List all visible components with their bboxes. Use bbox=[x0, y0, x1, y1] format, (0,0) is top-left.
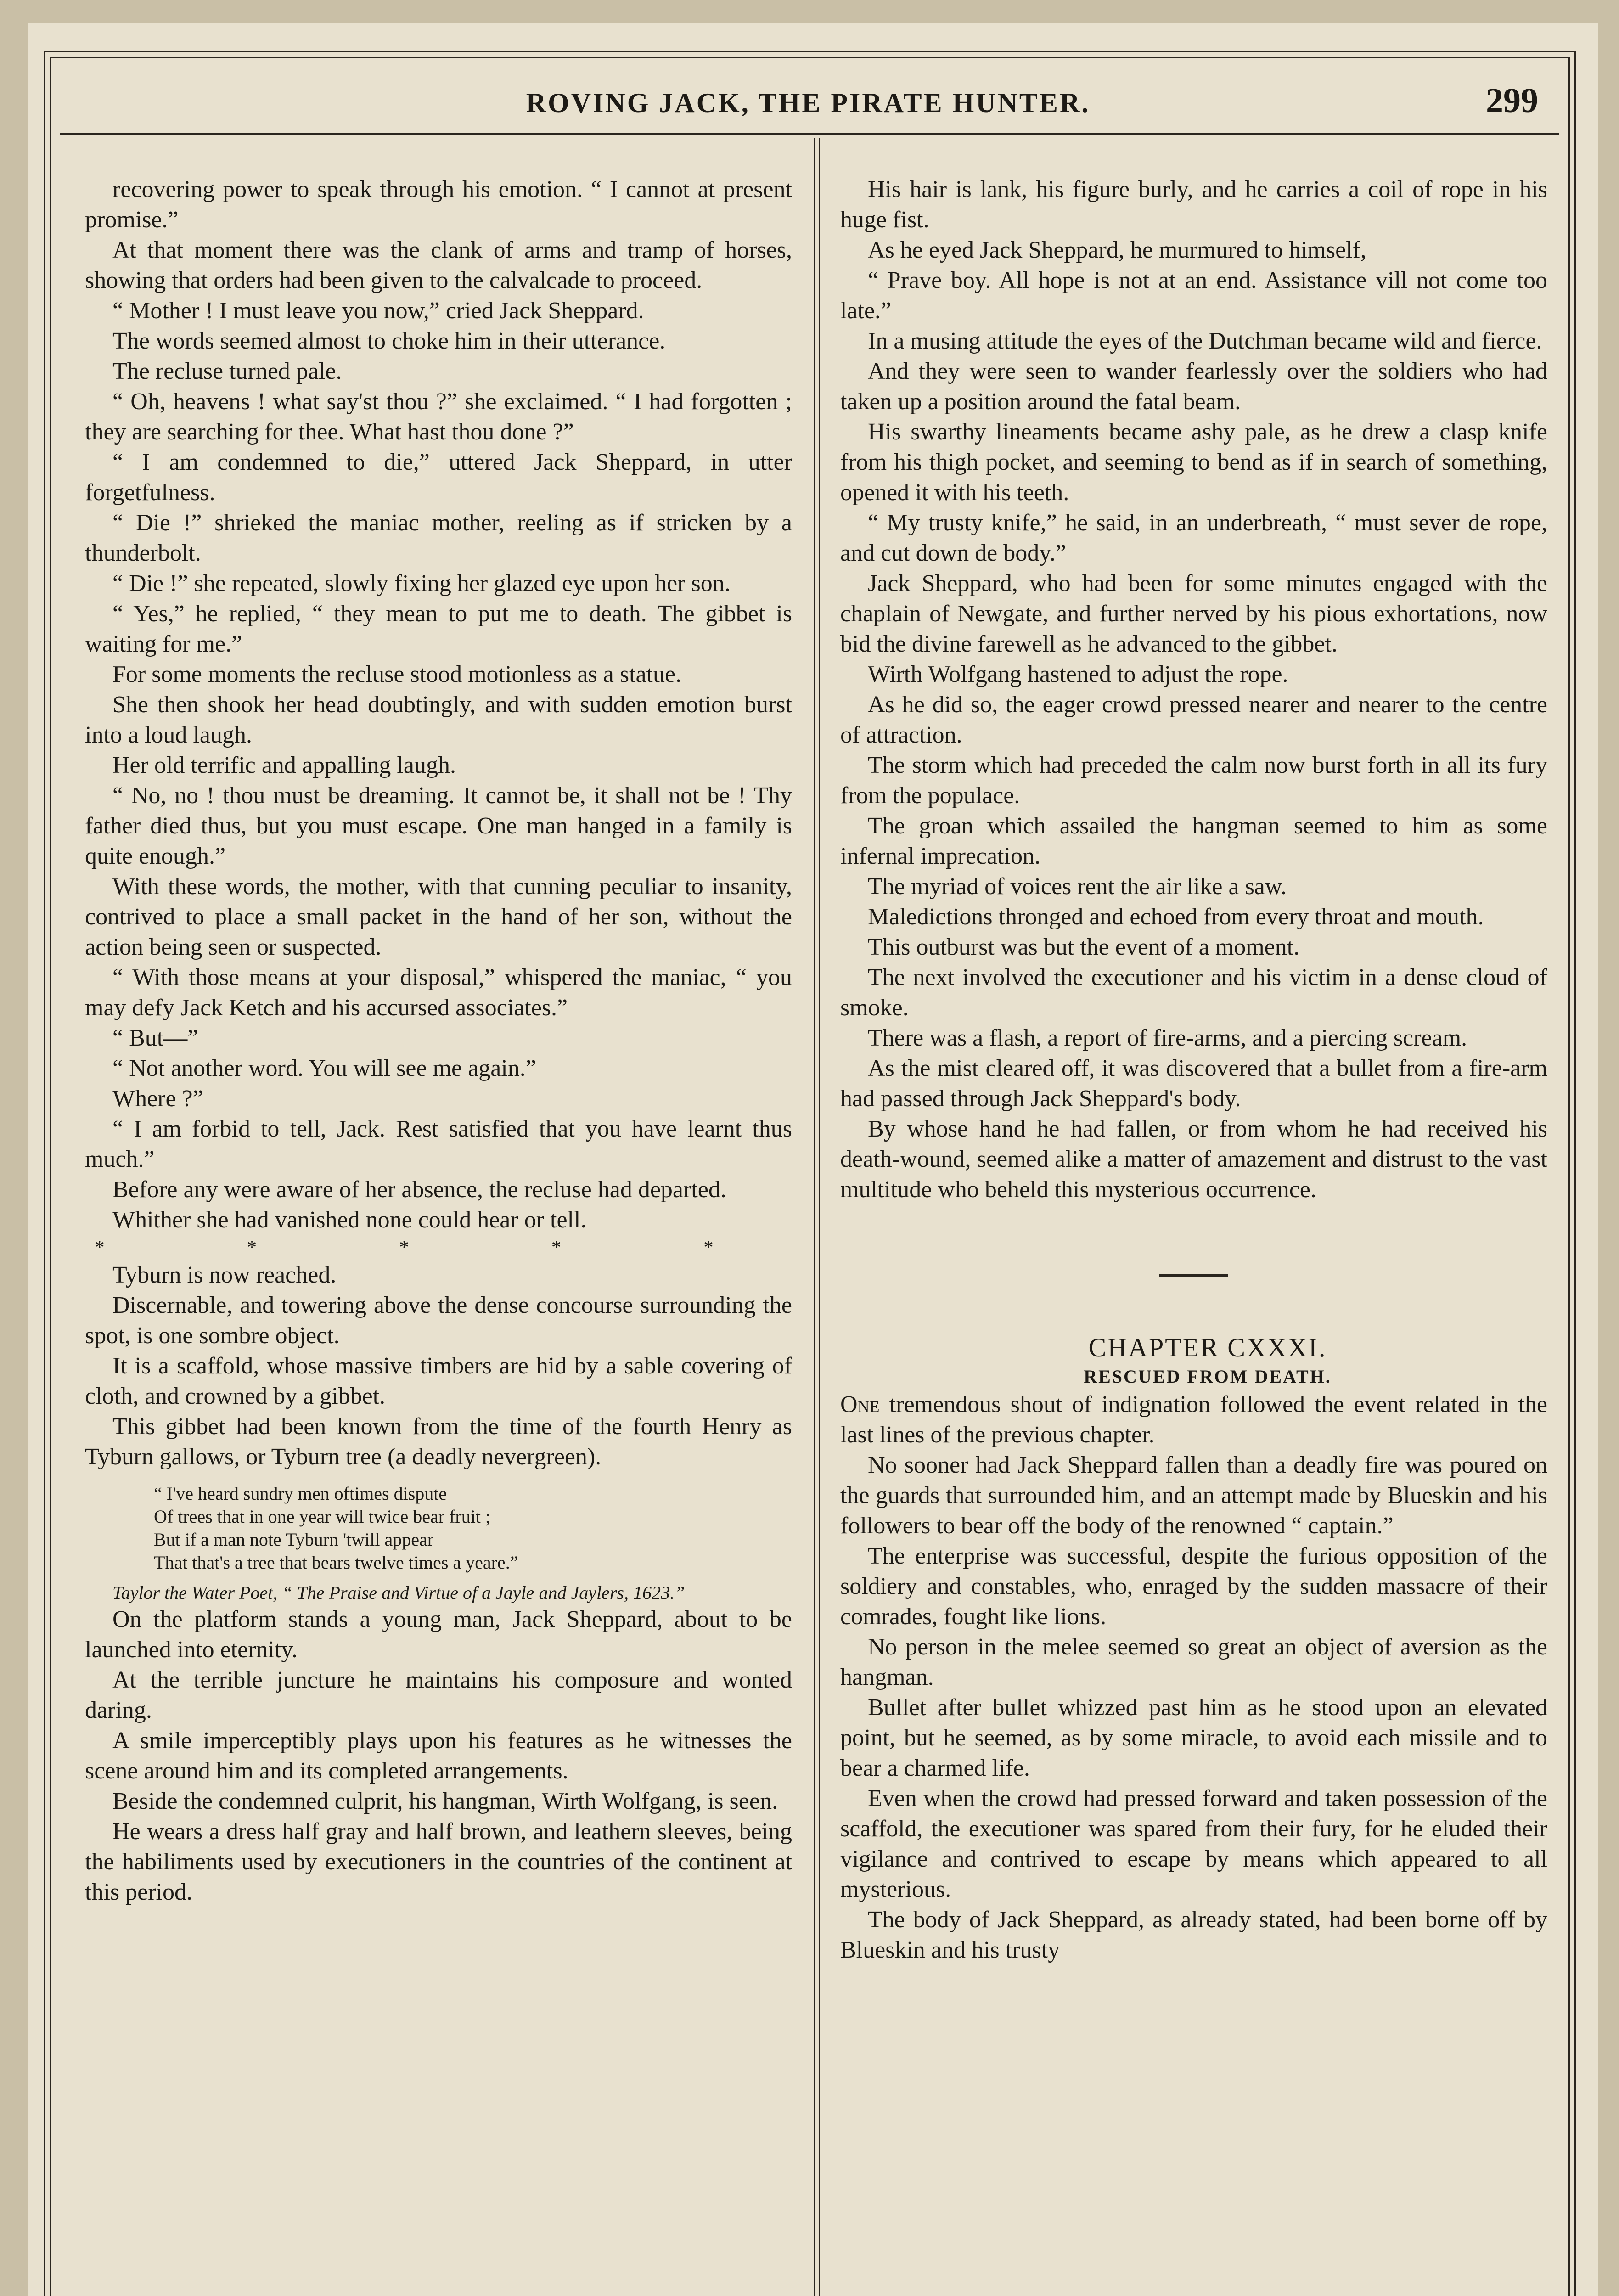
paragraph: There was a flash, a report of fire-arms, and a piercing scream. bbox=[868, 1025, 1467, 1051]
verse-line: “ I've heard sundry men oftimes dispute bbox=[154, 1483, 447, 1504]
paragraph: For some moments the recluse stood motionless as a statue. bbox=[112, 661, 682, 687]
right-column bbox=[840, 174, 1547, 1965]
paragraph: With these words, the mother, with that cunning peculiar to insanity, contrived to place a small packet in the hand of her son, without the action being seen or suspected. bbox=[85, 873, 792, 960]
paragraph: “ Yes,” he replied, “ they mean to put me to death. The gibbet is waiting for me.” bbox=[85, 601, 792, 657]
paragraph: As the mist cleared off, it was discovered that a bullet from a fire-arm had passed through Jack Sheppard's body. bbox=[840, 1055, 1547, 1112]
paragraph: “ But—” bbox=[112, 1025, 198, 1051]
paragraph: “ Die !” she repeated, slowly fixing her glazed eye upon her son. bbox=[112, 570, 731, 597]
paragraph: At that moment there was the clank of arms and tramp of horses, showing that orders had been given to the calvalcade to proceed. bbox=[85, 237, 792, 293]
paragraph: “ Prave boy. All hope is not at an end. Assistance vill not come too late.” bbox=[840, 267, 1547, 324]
verse-quotation bbox=[154, 1482, 792, 1574]
chapter-subtitle: RESCUED FROM DEATH. bbox=[1084, 1366, 1332, 1387]
paragraph: Whither she had vanished none could hear or tell. bbox=[112, 1207, 587, 1233]
header-rule bbox=[60, 133, 1559, 135]
chapter-first-word: One bbox=[840, 1391, 880, 1418]
section-dash bbox=[1159, 1274, 1228, 1277]
left-column bbox=[85, 174, 792, 1908]
paragraph: As he eyed Jack Sheppard, he murmured to himself, bbox=[868, 237, 1366, 263]
column-divider bbox=[814, 138, 820, 2296]
paragraph: The next involved the executioner and his victim in a dense cloud of smoke. bbox=[840, 964, 1547, 1021]
paragraph: Even when the crowd had pressed forward and taken possession of the scaffold, the executioner was spared from their fury, for he eluded their vigilance and contrived to escape by means which appeared to all mysterious. bbox=[840, 1785, 1547, 1902]
paragraph: And they were seen to wander fearlessly over the soldiers who had taken up a position around the fatal beam. bbox=[840, 358, 1547, 415]
paragraph: In a musing attitude the eyes of the Dutchman became wild and fierce. bbox=[868, 328, 1542, 354]
paragraph: No sooner had Jack Sheppard fallen than a deadly fire was poured on the guards that surrounded him, and an attempt made by Blueskin and his followers to bear off the body of the renowned “ captain.” bbox=[840, 1452, 1547, 1539]
paragraph: Bullet after bullet whizzed past him as he stood upon an elevated point, but he seemed, as by some miracle, to avoid each missile and to bear a charmed life. bbox=[840, 1694, 1547, 1781]
paragraph: It is a scaffold, whose massive timbers are hid by a sable covering of cloth, and crowned by a gibbet. bbox=[85, 1353, 792, 1409]
paragraph: “ My trusty knife,” he said, in an underbreath, “ must sever de rope, and cut down de body.” bbox=[840, 510, 1547, 566]
paragraph: Discernable, and towering above the dense concourse surrounding the spot, is one sombre object. bbox=[85, 1292, 792, 1349]
verse-line: Of trees that in one year will twice bear fruit ; bbox=[154, 1506, 491, 1527]
section-break-stars: * * * * * bbox=[95, 1237, 782, 1258]
paragraph: Tyburn is now reached. bbox=[112, 1262, 337, 1288]
paragraph: “ I am condemned to die,” uttered Jack Sheppard, in utter forgetfulness. bbox=[85, 449, 792, 506]
paragraph: Where ?” bbox=[112, 1086, 203, 1112]
paragraph: “ I am forbid to tell, Jack. Rest satisfied that you have learnt thus much.” bbox=[85, 1116, 792, 1172]
paragraph: As he did so, the eager crowd pressed nearer and nearer to the centre of attraction. bbox=[840, 692, 1547, 748]
paragraph: This gibbet had been known from the time of the fourth Henry as Tyburn gallows, or Tyburn tree (a deadly nevergreen). bbox=[85, 1413, 792, 1470]
paragraph: The body of Jack Sheppard, as already stated, had been borne off by Blueskin and his trusty bbox=[840, 1907, 1547, 1963]
paragraph: Beside the condemned culprit, his hangman, Wirth Wolfgang, is seen. bbox=[112, 1788, 778, 1814]
paragraph: “ No, no ! thou must be dreaming. It cannot be, it shall not be ! Thy father died thus, but you must escape. One man hanged in a family is quite enough.” bbox=[85, 782, 792, 869]
page-number: 299 bbox=[1486, 81, 1538, 120]
running-title: ROVING JACK, THE PIRATE HUNTER. bbox=[526, 88, 1091, 118]
paragraph: The storm which had preceded the calm now burst forth in all its fury from the populace. bbox=[840, 752, 1547, 809]
chapter-first-paragraph bbox=[840, 1390, 1547, 1450]
paragraph: His swarthy lineaments became ashy pale, as he drew a clasp knife from his thigh pocket, and seeming to bend as if in search of something, opened it with his teeth. bbox=[840, 419, 1547, 506]
paragraph: At the terrible juncture he maintains his composure and wonted daring. bbox=[85, 1667, 792, 1723]
chapter-heading: CHAPTER CXXXI. bbox=[1088, 1333, 1327, 1362]
paragraph: Before any were aware of her absence, the recluse had departed. bbox=[112, 1176, 726, 1203]
paragraph: No person in the melee seemed so great an object of aversion as the hangman. bbox=[840, 1634, 1547, 1690]
paragraph: A smile imperceptibly plays upon his features as he witnesses the scene around him and its completed arrangements. bbox=[85, 1728, 792, 1784]
verse-line: That that's a tree that bears twelve times a yeare.” bbox=[154, 1552, 518, 1573]
page-header bbox=[60, 73, 1557, 129]
paragraph: recovering power to speak through his emotion. “ I cannot at present promise.” bbox=[85, 176, 792, 233]
paragraph: By whose hand he had fallen, or from whom he had received his death-wound, seemed alike a matter of amazement and distrust to the vast multitude who beheld this mysterious occurrence. bbox=[840, 1116, 1547, 1203]
paragraph: This outburst was but the event of a moment. bbox=[868, 934, 1300, 960]
paragraph: Wirth Wolfgang hastened to adjust the rope. bbox=[868, 661, 1288, 687]
paragraph: “ Not another word. You will see me again.” bbox=[112, 1055, 536, 1081]
paragraph: He wears a dress half gray and half brown, and leathern sleeves, being the habiliments used by executioners in the countries of the continent at this period. bbox=[85, 1818, 792, 1905]
paragraph: The enterprise was successful, despite the furious opposition of the soldiery and constables, who, enraged by the sudden massacre of their comrades, fought like lions. bbox=[840, 1543, 1547, 1630]
paragraph: “ Oh, heavens ! what say'st thou ?” she exclaimed. “ I had forgotten ; they are searching for thee. What hast thou done ?” bbox=[85, 388, 792, 445]
verse-credit: Taylor the Water Poet, “ The Praise and Virtue of a Jayle and Jaylers, 1623.” bbox=[112, 1582, 685, 1603]
verse-line: But if a man note Tyburn 'twill appear bbox=[154, 1529, 434, 1550]
paragraph: His hair is lank, his figure burly, and he carries a coil of rope in his huge fist. bbox=[840, 176, 1547, 233]
paragraph: Jack Sheppard, who had been for some minutes engaged with the chaplain of Newgate, and further nerved by his pious exhortations, now bid the divine farewell as he advanced to the gibbet. bbox=[840, 570, 1547, 657]
paragraph: The myriad of voices rent the air like a saw. bbox=[868, 873, 1287, 900]
paragraph: The words seemed almost to choke him in their utterance. bbox=[112, 328, 666, 354]
paragraph: “ With those means at your disposal,” whispered the maniac, “ you may defy Jack Ketch and his accursed associates.” bbox=[85, 964, 792, 1021]
paragraph: The groan which assailed the hangman seemed to him as some infernal imprecation. bbox=[840, 813, 1547, 869]
paragraph: The recluse turned pale. bbox=[112, 358, 342, 384]
paragraph: “ Mother ! I must leave you now,” cried Jack Sheppard. bbox=[112, 298, 644, 324]
paragraph: Maledictions thronged and echoed from every throat and mouth. bbox=[868, 904, 1484, 930]
paragraph: Her old terrific and appalling laugh. bbox=[112, 752, 456, 778]
paragraph: On the platform stands a young man, Jack Sheppard, about to be launched into eternity. bbox=[85, 1606, 792, 1663]
paragraph: “ Die !” shrieked the maniac mother, reeling as if stricken by a thunderbolt. bbox=[85, 510, 792, 566]
paragraph: She then shook her head doubtingly, and with sudden emotion burst into a loud laugh. bbox=[85, 692, 792, 748]
chapter-first-paragraph-text: tremendous shout of indignation followed the event related in the last lines of the previous chapter. bbox=[840, 1391, 1547, 1448]
